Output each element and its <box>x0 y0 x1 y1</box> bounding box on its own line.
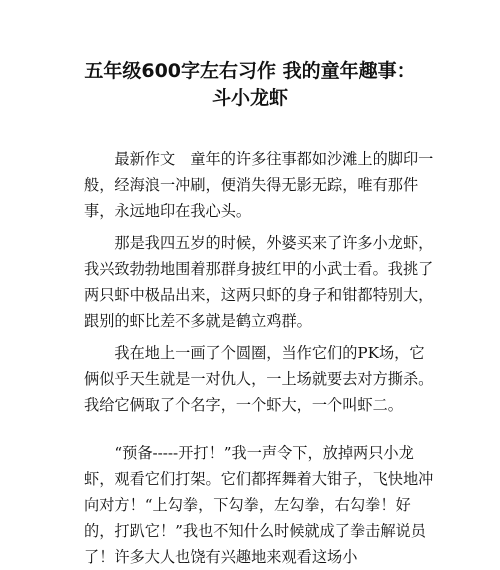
paragraph-4: “预备-----开打！”我一声令下，放掉两只小龙虾，观看它们打架。它们都挥舞着大钳子，飞快地冲向对方！“上勾拳，下勾拳，左勾拳，右勾拳！好的，打趴它！”我也不知什么时候就成了拳击解说员了！许多大人也饶有兴趣地来观看这场小 <box>84 444 434 566</box>
article-body <box>84 146 436 570</box>
article-title-line-1: 五年级600字左右习作 我的童年趣事： <box>84 60 416 82</box>
paragraph-2: 那是我四五岁的时候，外婆买来了许多小龙虾，我兴致勃勃地围着那群身披红甲的小武士看。我挑了两只虾中极品出来，这两只虾的身子和钳都特别大，跟别的虾比差不多就是鹤立鸡群。 <box>84 234 434 330</box>
paragraph-spacer <box>84 418 436 440</box>
article-title <box>40 58 460 112</box>
article-title-line-2: 斗小龙虾 <box>211 87 288 109</box>
paragraph-3: 我在地上一画了个圆圈，当作它们的PK场，它俩似乎天生就是一对仇人，一上场就要去对方撕杀。我给它俩取了个名字，一个虾大，一个叫虾二。 <box>84 344 434 414</box>
paragraph-1: 最新作文 童年的许多往事都如沙滩上的脚印一般，经海浪一冲刷，便消失得无影无踪，唯有那件事，永远地印在我心头。 <box>84 150 434 220</box>
